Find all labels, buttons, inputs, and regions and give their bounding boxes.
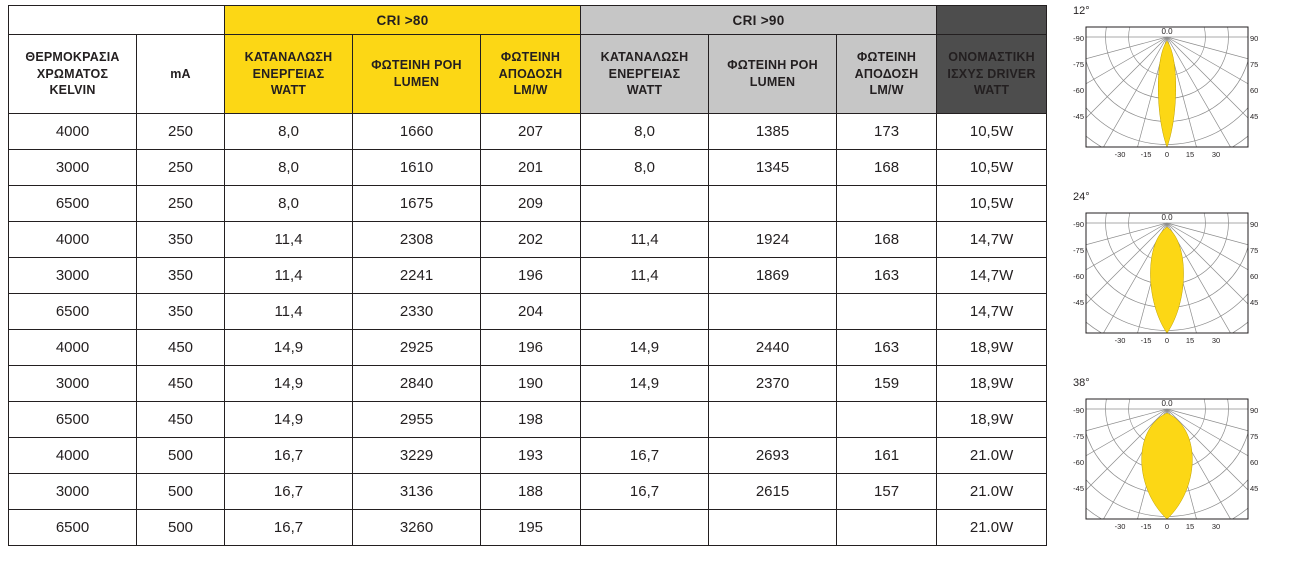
cell-cri80-lumen: 2925 [353, 330, 481, 366]
cell-cri90-power: 8,0 [581, 114, 709, 150]
header-line: WATT [973, 83, 1010, 98]
cell-cri80-efficacy: 204 [481, 294, 581, 330]
cell-cri80-efficacy: 196 [481, 330, 581, 366]
cell-cri90-efficacy [837, 294, 937, 330]
cell-nominal-driver-power: 18,9W [937, 402, 1047, 438]
cell-current-ma: 350 [137, 258, 225, 294]
svg-text:-75: -75 [1073, 246, 1084, 255]
table-group-header-row [9, 6, 1047, 35]
cell-color-temperature: 4000 [9, 222, 137, 258]
cell-color-temperature: 6500 [9, 294, 137, 330]
cell-cri80-lumen: 1675 [353, 186, 481, 222]
cell-cri90-power: 14,9 [581, 366, 709, 402]
header-nominal-driver-power [937, 35, 1047, 114]
cell-cri90-lumen [709, 186, 837, 222]
cell-nominal-driver-power: 21.0W [937, 510, 1047, 546]
cell-cri90-efficacy: 159 [837, 366, 937, 402]
beam-angle-label: 24° [1073, 191, 1090, 203]
cell-current-ma: 250 [137, 150, 225, 186]
cell-cri80-power: 14,9 [225, 330, 353, 366]
header-line: LUMEN [393, 75, 440, 89]
header-line: ΧΡΩΜΑΤΟΣ [36, 66, 109, 81]
polar-diagram-svg [1066, 201, 1271, 361]
cell-cri90-lumen: 2370 [709, 366, 837, 402]
header-line: ΦΩΤΕΙΝΗ [856, 49, 917, 64]
header-line: mA [170, 66, 191, 81]
svg-text:-60: -60 [1073, 458, 1084, 467]
cell-nominal-driver-power: 18,9W [937, 366, 1047, 402]
cell-cri90-lumen: 1345 [709, 150, 837, 186]
cell-cri80-efficacy: 196 [481, 258, 581, 294]
svg-text:0: 0 [1164, 150, 1170, 159]
cell-cri90-power: 8,0 [581, 150, 709, 186]
cell-cri90-efficacy: 157 [837, 474, 937, 510]
table-row [9, 366, 1047, 402]
header-cri90-efficacy [837, 35, 937, 114]
table-row [9, 186, 1047, 222]
cell-cri80-power: 11,4 [225, 294, 353, 330]
cell-cri80-efficacy: 198 [481, 402, 581, 438]
polar-diagram-list [1066, 5, 1286, 563]
cell-nominal-driver-power: 14,7W [937, 222, 1047, 258]
table-row [9, 402, 1047, 438]
cell-nominal-driver-power: 14,7W [937, 294, 1047, 330]
cell-cri80-lumen: 2241 [353, 258, 481, 294]
cell-cri90-power [581, 186, 709, 222]
beam-angle-label: 38° [1073, 377, 1090, 389]
cell-color-temperature: 6500 [9, 186, 137, 222]
cell-current-ma: 350 [137, 294, 225, 330]
svg-text:30: 30 [1211, 150, 1221, 159]
header-line: ΦΩΤΕΙΝΗ ΡΟΗ [371, 58, 462, 73]
svg-text:-15: -15 [1140, 522, 1152, 531]
polar-diagram [1066, 5, 1271, 183]
cell-cri80-lumen: 1610 [353, 150, 481, 186]
svg-text:-30: -30 [1114, 336, 1126, 345]
header-current-ma [137, 35, 225, 114]
table-row [9, 510, 1047, 546]
group-header-cri90: CRI >90 [581, 6, 937, 35]
header-line: ΟΝΟΜΑΣΤΙΚΗ [948, 49, 1035, 64]
cell-cri90-lumen: 2615 [709, 474, 837, 510]
cell-cri90-power [581, 510, 709, 546]
cell-cri90-efficacy [837, 510, 937, 546]
cell-cri90-power: 11,4 [581, 258, 709, 294]
svg-text:90: 90 [1250, 220, 1259, 229]
svg-text:75: 75 [1250, 246, 1259, 255]
header-color-temperature [9, 35, 137, 114]
polar-diagram [1066, 377, 1271, 555]
cell-cri80-lumen: 1660 [353, 114, 481, 150]
cell-cri90-lumen: 1385 [709, 114, 837, 150]
cell-cri90-power: 14,9 [581, 330, 709, 366]
svg-text:60: 60 [1250, 86, 1259, 95]
cell-nominal-driver-power: 18,9W [937, 330, 1047, 366]
table-row [9, 258, 1047, 294]
table-row [9, 150, 1047, 186]
svg-text:30: 30 [1211, 336, 1221, 345]
svg-text:30: 30 [1211, 522, 1221, 531]
cell-cri90-efficacy: 161 [837, 438, 937, 474]
svg-text:-75: -75 [1073, 432, 1084, 441]
svg-text:0.0: 0.0 [1161, 399, 1173, 408]
svg-text:0.0: 0.0 [1161, 27, 1173, 36]
cell-current-ma: 500 [137, 474, 225, 510]
table-column-header-row [9, 35, 1047, 114]
cell-nominal-driver-power: 21.0W [937, 474, 1047, 510]
cell-cri80-lumen: 2308 [353, 222, 481, 258]
svg-text:-15: -15 [1140, 336, 1152, 345]
cell-cri80-lumen: 2955 [353, 402, 481, 438]
svg-text:-90: -90 [1073, 406, 1084, 415]
cell-cri80-lumen: 2840 [353, 366, 481, 402]
table-row [9, 438, 1047, 474]
header-line: ΦΩΤΕΙΝΗ [500, 49, 561, 64]
cell-cri80-efficacy: 209 [481, 186, 581, 222]
header-line: LM/W [869, 83, 904, 98]
svg-text:60: 60 [1250, 458, 1259, 467]
header-cri90-lumen [709, 35, 837, 114]
svg-text:-30: -30 [1114, 150, 1126, 159]
cell-cri80-efficacy: 193 [481, 438, 581, 474]
cell-current-ma: 350 [137, 222, 225, 258]
group-header-nominal-power [937, 6, 1047, 35]
svg-text:60: 60 [1250, 272, 1259, 281]
cell-color-temperature: 3000 [9, 474, 137, 510]
header-cri80-lumen [353, 35, 481, 114]
header-cri80-power [225, 35, 353, 114]
cell-cri80-power: 11,4 [225, 258, 353, 294]
cell-cri80-lumen: 3260 [353, 510, 481, 546]
specification-table [8, 5, 1047, 546]
svg-text:-90: -90 [1073, 34, 1084, 43]
cell-cri90-power: 16,7 [581, 438, 709, 474]
cell-cri80-efficacy: 195 [481, 510, 581, 546]
cell-cri90-lumen: 1924 [709, 222, 837, 258]
cell-cri90-lumen: 1869 [709, 258, 837, 294]
table-row [9, 114, 1047, 150]
cell-cri80-power: 14,9 [225, 366, 353, 402]
cell-cri80-power: 16,7 [225, 474, 353, 510]
polar-diagram-svg [1066, 15, 1271, 175]
svg-text:-30: -30 [1114, 522, 1126, 531]
cell-color-temperature: 4000 [9, 438, 137, 474]
cell-current-ma: 250 [137, 114, 225, 150]
svg-text:45: 45 [1250, 298, 1259, 307]
polar-diagram-svg [1066, 387, 1271, 547]
svg-text:45: 45 [1250, 112, 1259, 121]
svg-text:-45: -45 [1073, 298, 1084, 307]
cell-current-ma: 250 [137, 186, 225, 222]
group-header-blank [9, 6, 225, 35]
table-row [9, 294, 1047, 330]
cell-cri80-power: 14,9 [225, 402, 353, 438]
cell-nominal-driver-power: 10,5W [937, 186, 1047, 222]
cell-cri90-efficacy: 163 [837, 330, 937, 366]
header-line: LM/W [513, 83, 548, 98]
cell-cri80-lumen: 2330 [353, 294, 481, 330]
header-line: ΕΝΕΡΓΕΙΑΣ [252, 66, 325, 81]
svg-text:15: 15 [1185, 522, 1195, 531]
svg-text:0: 0 [1164, 336, 1170, 345]
header-cri80-efficacy [481, 35, 581, 114]
cell-cri90-lumen [709, 402, 837, 438]
header-line: ΘΕΡΜΟΚΡΑΣΙΑ [25, 49, 120, 64]
svg-text:0: 0 [1164, 522, 1170, 531]
cell-cri80-power: 8,0 [225, 186, 353, 222]
cell-cri90-lumen [709, 510, 837, 546]
cell-color-temperature: 3000 [9, 150, 137, 186]
cell-cri80-efficacy: 201 [481, 150, 581, 186]
cell-cri90-lumen: 2440 [709, 330, 837, 366]
header-line: ΑΠΟΔΟΣΗ [854, 66, 919, 81]
cell-cri80-lumen: 3136 [353, 474, 481, 510]
cell-cri80-power: 8,0 [225, 114, 353, 150]
cell-current-ma: 500 [137, 438, 225, 474]
svg-text:75: 75 [1250, 60, 1259, 69]
cell-cri90-efficacy [837, 402, 937, 438]
svg-text:-45: -45 [1073, 484, 1084, 493]
header-line: WATT [270, 83, 307, 98]
cell-cri90-efficacy: 173 [837, 114, 937, 150]
svg-text:15: 15 [1185, 150, 1195, 159]
cell-nominal-driver-power: 14,7W [937, 258, 1047, 294]
svg-text:-60: -60 [1073, 86, 1084, 95]
cell-color-temperature: 6500 [9, 510, 137, 546]
cell-color-temperature: 6500 [9, 402, 137, 438]
svg-text:-45: -45 [1073, 112, 1084, 121]
cell-current-ma: 450 [137, 366, 225, 402]
polar-diagram [1066, 191, 1271, 369]
svg-text:90: 90 [1250, 34, 1259, 43]
header-line: ΚΑΤΑΝΑΛΩΣΗ [600, 49, 689, 64]
header-line: KELVIN [49, 83, 96, 98]
svg-text:0.0: 0.0 [1161, 213, 1173, 222]
svg-text:-60: -60 [1073, 272, 1084, 281]
cell-cri90-power: 16,7 [581, 474, 709, 510]
cell-cri90-power: 11,4 [581, 222, 709, 258]
cell-color-temperature: 4000 [9, 114, 137, 150]
svg-text:-90: -90 [1073, 220, 1084, 229]
table-row [9, 474, 1047, 510]
cell-color-temperature: 3000 [9, 366, 137, 402]
cell-nominal-driver-power: 10,5W [937, 150, 1047, 186]
cell-nominal-driver-power: 10,5W [937, 114, 1047, 150]
cell-cri80-efficacy: 202 [481, 222, 581, 258]
svg-text:90: 90 [1250, 406, 1259, 415]
header-line: WATT [626, 83, 663, 98]
cell-current-ma: 500 [137, 510, 225, 546]
beam-angle-label: 12° [1073, 5, 1090, 17]
cell-cri90-lumen: 2693 [709, 438, 837, 474]
cell-cri80-lumen: 3229 [353, 438, 481, 474]
cell-cri90-efficacy: 168 [837, 222, 937, 258]
header-line: ΚΑΤΑΝΑΛΩΣΗ [244, 49, 333, 64]
svg-text:15: 15 [1185, 336, 1195, 345]
header-line: ΑΠΟΔΟΣΗ [498, 66, 563, 81]
cell-color-temperature: 3000 [9, 258, 137, 294]
svg-text:-75: -75 [1073, 60, 1084, 69]
cell-cri90-power [581, 294, 709, 330]
header-line: ΦΩΤΕΙΝΗ ΡΟΗ [727, 58, 818, 73]
svg-text:75: 75 [1250, 432, 1259, 441]
header-line: ΕΝΕΡΓΕΙΑΣ [608, 66, 681, 81]
cell-cri80-power: 11,4 [225, 222, 353, 258]
header-line: ΙΣΧΥΣ DRIVER [947, 66, 1036, 81]
cell-nominal-driver-power: 21.0W [937, 438, 1047, 474]
header-line: LUMEN [749, 75, 796, 89]
svg-text:-15: -15 [1140, 150, 1152, 159]
cell-cri80-power: 16,7 [225, 510, 353, 546]
cell-cri90-efficacy [837, 186, 937, 222]
cell-color-temperature: 4000 [9, 330, 137, 366]
specification-table-container [8, 5, 1036, 546]
table-row [9, 222, 1047, 258]
cell-cri80-efficacy: 190 [481, 366, 581, 402]
cell-cri80-efficacy: 188 [481, 474, 581, 510]
table-row [9, 330, 1047, 366]
svg-text:45: 45 [1250, 484, 1259, 493]
cell-cri90-efficacy: 163 [837, 258, 937, 294]
cell-current-ma: 450 [137, 402, 225, 438]
cell-cri80-power: 8,0 [225, 150, 353, 186]
cell-current-ma: 450 [137, 330, 225, 366]
cell-cri80-power: 16,7 [225, 438, 353, 474]
header-cri90-power [581, 35, 709, 114]
cell-cri90-efficacy: 168 [837, 150, 937, 186]
cell-cri90-lumen [709, 294, 837, 330]
cell-cri90-power [581, 402, 709, 438]
group-header-cri80: CRI >80 [225, 6, 581, 35]
cell-cri80-efficacy: 207 [481, 114, 581, 150]
